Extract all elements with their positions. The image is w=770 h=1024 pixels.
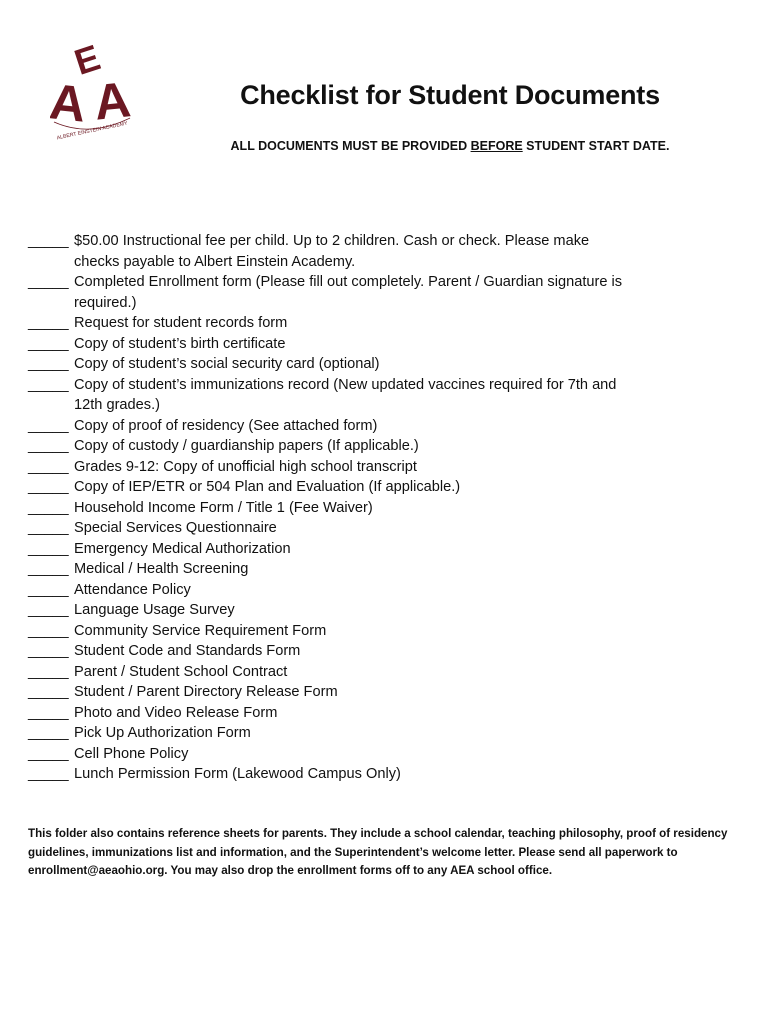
- checklist-blank-line: _____: [28, 499, 69, 516]
- checklist-item: [28, 313, 748, 334]
- checklist-item: [28, 641, 748, 662]
- checklist-blank-line: _____: [28, 479, 69, 495]
- checklist-item: [28, 703, 748, 724]
- checklist-item: [28, 498, 748, 519]
- checklist-item-text: Student Code and Standards Form: [74, 643, 301, 659]
- checklist-item-text: Pick Up Authorization Form: [74, 725, 251, 741]
- checklist-item: [28, 436, 748, 457]
- checklist-blank-line: _____: [28, 622, 69, 639]
- checklist-item: [28, 231, 748, 272]
- logo-letter-e: E: [69, 40, 105, 83]
- checklist-blank-line: _____: [28, 274, 69, 290]
- checklist-item: [28, 764, 748, 785]
- checklist-item-text: Cell Phone Policy: [74, 745, 189, 762]
- checklist-item-text: Lunch Permission Form (Lakewood Campus Only): [74, 766, 401, 782]
- checklist-blank-line: _____: [28, 540, 69, 557]
- checklist-item: [28, 600, 748, 621]
- checklist-item-text: Parent / Student School Contract: [74, 663, 288, 680]
- checklist-item: [28, 682, 748, 703]
- checklist-blank-line: _____: [28, 315, 69, 331]
- page-subtitle: [140, 139, 760, 153]
- checklist-blank-line: _____: [28, 766, 69, 782]
- checklist-blank-line: _____: [28, 417, 69, 434]
- checklist-item-text: Attendance Policy: [74, 581, 191, 598]
- checklist-item: [28, 375, 748, 416]
- checklist-blank-line: _____: [28, 602, 69, 618]
- checklist-item-text: Copy of student’s social security card (optional): [74, 356, 380, 372]
- checklist-item: [28, 539, 748, 560]
- checklist-item-text: Special Services Questionnaire: [74, 520, 277, 536]
- checklist-item: [28, 354, 748, 375]
- checklist-blank-line: _____: [28, 663, 69, 680]
- checklist-blank-line: _____: [28, 745, 69, 762]
- checklist-item-text: Completed Enrollment form (Please fill out completely. Parent / Guardian signature is required.): [74, 274, 623, 311]
- checklist-blank-line: _____: [28, 643, 69, 659]
- checklist-item: [28, 559, 748, 580]
- checklist-item: [28, 334, 748, 355]
- subtitle-start: ALL DOCUMENTS MUST BE PROVIDED: [230, 139, 471, 153]
- checklist-item-text: Copy of proof of residency (See attached form): [74, 417, 378, 434]
- checklist-item-text: Student / Parent Directory Release Form: [74, 684, 338, 700]
- checklist-blank-line: _____: [28, 438, 69, 454]
- checklist-item-text: Request for student records form: [74, 315, 288, 331]
- checklist-blank-line: _____: [28, 335, 69, 352]
- school-logo: [50, 40, 132, 140]
- page-title: Checklist for Student Documents: [240, 80, 660, 110]
- aea-logo-icon: [50, 40, 132, 140]
- checklist-item-text: Grades 9-12: Copy of unofficial high school transcript: [74, 458, 417, 475]
- checklist-item: [28, 457, 748, 478]
- svg-text:A: A: [91, 71, 132, 131]
- logo-ribbon-text: ALBERT EINSTEIN ACADEMY: [56, 120, 129, 140]
- checklist-blank-line: _____: [28, 725, 69, 741]
- checklist-item: [28, 477, 748, 498]
- subtitle-emphasis: BEFORE: [470, 139, 523, 153]
- footer-note: This folder also contains reference sheets for parents. They include a school calendar, teaching philosophy, proof of residency guidelines, immunizations list and information, and the Superintendent’s welcome letter. Please send all paperwork to enrollment@aeaohio.org. You may also drop the enrollment forms off to any AEA school office.: [28, 827, 728, 877]
- checklist-blank-line: _____: [28, 684, 69, 700]
- checklist-item: [28, 272, 748, 313]
- checklist-item-text: Photo and Video Release Form: [74, 704, 278, 721]
- checklist-item: [28, 518, 748, 539]
- checklist-item-text: Copy of custody / guardianship papers (If applicable.): [74, 438, 419, 454]
- checklist-blank-line: _____: [28, 520, 69, 536]
- checklist-item-text: Copy of IEP/ETR or 504 Plan and Evaluation (If applicable.): [74, 479, 461, 495]
- checklist-blank-line: _____: [28, 561, 69, 577]
- checklist-item: [28, 723, 748, 744]
- checklist-item: [28, 662, 748, 683]
- checklist-item: [28, 580, 748, 601]
- checklist-item-text: Language Usage Survey: [74, 602, 235, 618]
- checklist-item-text: Community Service Requirement Form: [74, 622, 327, 639]
- svg-text:A: A: [50, 73, 89, 133]
- checklist-item-text: Emergency Medical Authorization: [74, 540, 291, 557]
- checklist-blank-line: _____: [28, 376, 69, 393]
- checklist-blank-line: _____: [28, 356, 69, 372]
- checklist-item: [28, 621, 748, 642]
- checklist-item: [28, 416, 748, 437]
- checklist-item-text: $50.00 Instructional fee per child. Up to 2 children. Cash or check. Please make checks payable to Albert Einstein Academy.: [74, 233, 590, 270]
- subtitle-end: STUDENT START DATE.: [522, 139, 670, 153]
- checklist-item: [28, 744, 748, 765]
- checklist-blank-line: _____: [28, 704, 69, 721]
- document-checklist: [28, 231, 748, 785]
- checklist-item-text: Household Income Form / Title 1 (Fee Waiver): [74, 499, 373, 516]
- checklist-item-text: Copy of student’s immunizations record (New updated vaccines required for 7th and 12th grades.): [74, 376, 617, 413]
- checklist-item-text: Medical / Health Screening: [74, 561, 249, 577]
- checklist-blank-line: _____: [28, 581, 69, 598]
- checklist-blank-line: _____: [28, 458, 69, 475]
- checklist-blank-line: _____: [28, 233, 69, 249]
- checklist-item-text: Copy of student’s birth certificate: [74, 335, 286, 352]
